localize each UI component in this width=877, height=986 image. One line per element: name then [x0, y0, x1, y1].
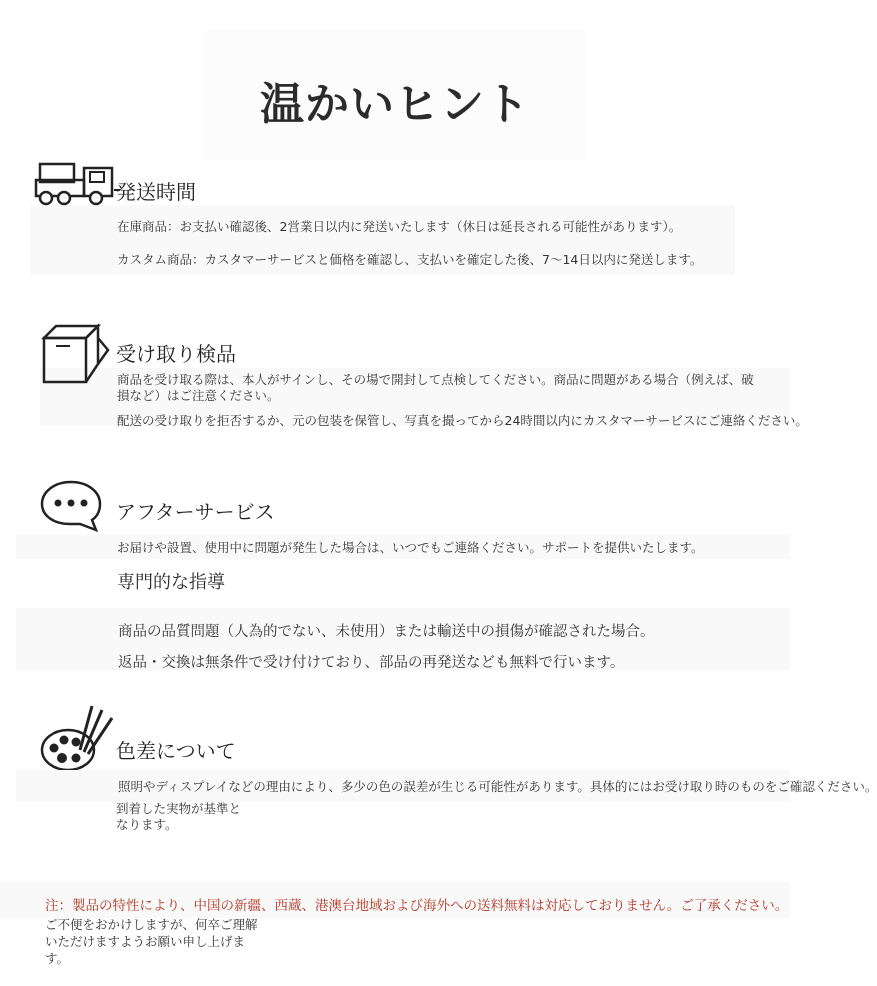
shipping-line-1: 在庫商品：お支払い確認後、2営業日以内に発送いたします（休日は延長される可能性があります）。 — [117, 219, 682, 234]
after-service-heading: アフターサービス — [116, 500, 275, 524]
shipping-heading: 発送時間 — [116, 180, 196, 204]
notice-main: 注：製品の特性により、中国の新疆、西蔵、港澳台地域および海外への送料無料は対応しておりません。ご了承ください。 — [45, 898, 789, 914]
after-service-line-1: お届けや設置、使用中に問題が発生した場合は、いつでもご連絡ください。サポートを提供いたします。 — [117, 540, 704, 555]
after-service-subheading: 専門的な指導 — [117, 572, 225, 593]
page-title: 温かいヒント — [260, 79, 530, 130]
color-line-2: 到着した実物が基準となります。 — [116, 801, 242, 832]
receiving-heading: 受け取り検品 — [116, 342, 236, 366]
guidance-line-1: 商品の品質問題（人為的でない、未使用）または輸送中の損傷が確認された場合。 — [118, 624, 655, 640]
receiving-line-1: 商品を受け取る際は、本人がサインし、その場で開封して点検してください。商品に問題がある場合（例えば、破損など）はご注意ください。 — [117, 372, 754, 403]
notice-sub: ご不便をおかけしますが、何卒ご理解いただけますようお願い申し上げます。 — [45, 917, 258, 966]
truck-icon — [34, 160, 120, 208]
receiving-line-2: 配送の受け取りを拒否するか、元の包装を保管し、写真を撮ってから24時間以内にカスタマーサービスにご連絡ください。 — [117, 413, 808, 428]
shipping-line-2: カスタム商品：カスタマーサービスと価格を確認し、支払いを確定した後、7〜14日以内に発送します。 — [117, 252, 703, 267]
color-line-1: 照明やディスプレイなどの理由により、多少の色の誤差が生じる可能性があります。具体的にはお受け取り時のものをご確認ください。 — [118, 779, 877, 794]
box-icon — [40, 324, 112, 386]
guidance-line-2: 返品・交換は無条件で受け付けており、部品の再発送なども無料で行います。 — [118, 655, 625, 671]
chat-bubble-icon — [40, 480, 102, 532]
color-heading: 色差について — [116, 739, 236, 763]
palette-icon — [40, 702, 116, 774]
